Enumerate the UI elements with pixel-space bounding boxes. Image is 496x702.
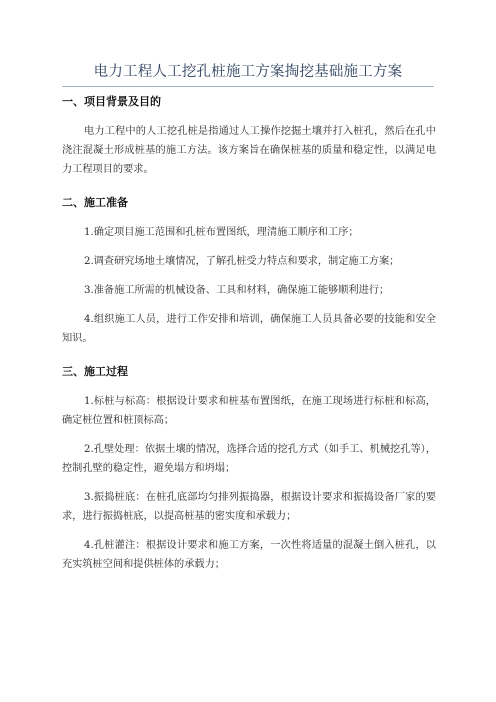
section-heading-preparation: 二、施工准备	[62, 196, 128, 209]
list-item: 3.振捣桩底：在桩孔底部均匀排列振捣器，根据设计要求和振捣设备厂家的要求，进行振捣桩底，以提高桩基的密实度和承载力；	[62, 492, 436, 522]
list-item: 1.确定项目施工范围和孔桩布置图纸，理清施工顺序和工序；	[84, 227, 359, 238]
section-heading-background: 一、项目背景及目的	[62, 95, 161, 108]
paragraph-background: 电力工程中的人工挖孔桩是指通过人工操作挖掘土壤并打入桩孔，然后在孔中浇注混凝土形成桩基的施工方法。该方案旨在确保桩基的质量和稳定性，以满足电力工程项目的要求。	[62, 126, 436, 175]
list-item: 2.孔壁处理：依据土壤的情况，选择合适的挖孔方式（如手工、机械挖孔等），控制孔壁的稳定性，避免塌方和坍塌；	[62, 444, 436, 474]
section-heading-process: 三、施工过程	[62, 365, 128, 378]
list-item: 4.孔桩灌注：根据设计要求和施工方案，一次性将适量的混凝土倒入桩孔，以充实筑桩空间和提供桩体的承载力；	[62, 540, 436, 570]
list-item: 3.准备施工所需的机械设备、工具和材料，确保施工能够顺利进行；	[84, 285, 390, 296]
document-body	[62, 94, 436, 574]
document-title-block	[62, 60, 434, 87]
list-item: 1.标桩与标高：根据设计要求和桩基布置图纸，在施工现场进行标桩和标高，确定桩位置和桩顶标高；	[62, 396, 436, 426]
document-title: 电力工程人工挖孔桩施工方案掏挖基础施工方案	[93, 64, 403, 80]
list-item: 4.组织施工人员，进行工作安排和培训，确保施工人员具备必要的技能和安全知识。	[62, 314, 436, 344]
list-item: 2.调查研究场地土壤情况，了解孔桩受力特点和要求，制定施工方案；	[84, 256, 400, 267]
